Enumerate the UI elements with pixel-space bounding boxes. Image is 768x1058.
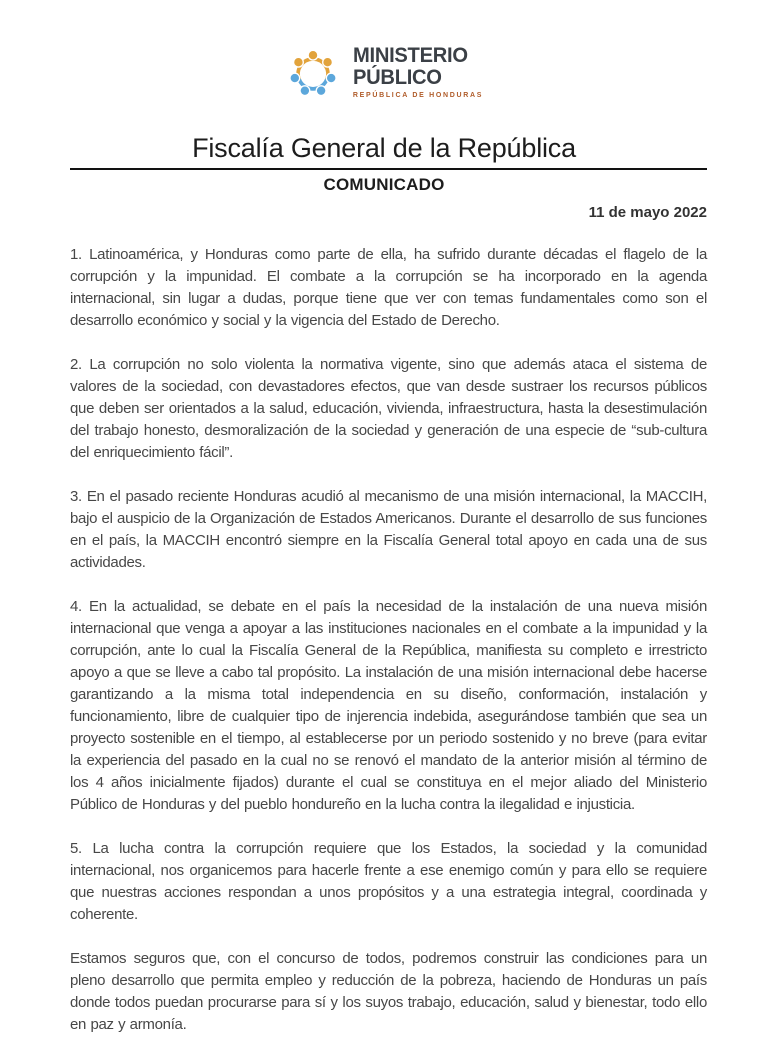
logo-tagline: REPÚBLICA DE HONDURAS: [352, 92, 484, 100]
paragraph-4: 4. En la actualidad, se debate en el país la necesidad de la instalación de una nueva misión internacional que venga a apoyar a las instituciones nacionales en el combate a la impunidad y la corrupción, ante lo cual la Fiscalía General de la República, manifiesta su completo e irrestricto apoyo a que se lleve a cabo tal propósito. La instalación de una misión internacional debe hacerse garantizando a la misma total independencia en su diseño, conformación, instalación y funcionamiento, libre de cualquier tipo de injerencia indebida, asegurándose también que sea un proyecto sostenible en el tiempo, al establecerse por un periodo sostenido y no breve (para evitar la experiencia del pasado en la cual no se renovó el mandato de la anterior misión al término de los 4 años inicialmente fijados) durante el cual se constituya en el mejor aliado del Ministerio Público de Honduras y del pueblo hondureño en la lucha contra la ilegalidad e injusticia.: [70, 598, 707, 813]
document-subtitle: COMUNICADO: [323, 175, 445, 194]
logo-name-line2: PÚBLICO: [352, 65, 442, 89]
paragraph-3: 3. En el pasado reciente Honduras acudió al mecanismo de una misión internacional, la MACCIH, bajo el auspicio de la Organización de Estados Americanos. Durante el desarrollo de sus funciones en el país, la MACCIH encontró siempre en la Fiscalía General total apoyo en cada una de sus actividades.: [70, 488, 707, 571]
letterhead: [0, 0, 768, 104]
document-date: 11 de mayo 2022: [588, 204, 707, 221]
paragraph-5: 5. La lucha contra la corrupción requiere que los Estados, la sociedad y la comunidad internacional, nos organicemos para hacerle frente a ese enemigo común y para ello se requiere que nuestras acciones respondan a unos propósitos y a una estrategia integral, coordinada y coherente.: [70, 840, 707, 923]
ministerio-publico-logo-icon: [285, 40, 341, 104]
logo-text: [353, 45, 483, 100]
paragraph-closing: Estamos seguros que, con el concurso de todos, podremos construir las condiciones para un pleno desarrollo que permita empleo y reducción de la pobreza, haciendo de Honduras un país donde todos puedan procurarse para sí y los suyos trabajo, educación, salud y bienestar, todo ello en paz y armonía.: [70, 950, 707, 1033]
title-divider: [70, 168, 707, 170]
document-body: [70, 244, 707, 1036]
page-title: Fiscalía General de la República: [192, 133, 576, 163]
paragraph-1: 1. Latinoamérica, y Honduras como parte de ella, ha sufrido durante décadas el flagelo de la corrupción y la impunidad. El combate a la corrupción se ha incorporado en la agenda internacional, sin lugar a dudas, porque tiene que ver con temas fundamentales como son el desarrollo económico y social y la vigencia del Estado de Derecho.: [70, 246, 707, 329]
paragraph-2: 2. La corrupción no solo violenta la normativa vigente, sino que además ataca el sistema de valores de la sociedad, con devastadores efectos, que van desde sustraer los recursos públicos que deben ser orientados a la salud, educación, vivienda, infraestructura, hasta la desestimulación del trabajo honesto, desmoralización de la sociedad y generación de una especie de “sub-cultura del enriquecimiento fácil”.: [70, 356, 707, 461]
logo-name-line1: MINISTERIO: [352, 43, 468, 67]
